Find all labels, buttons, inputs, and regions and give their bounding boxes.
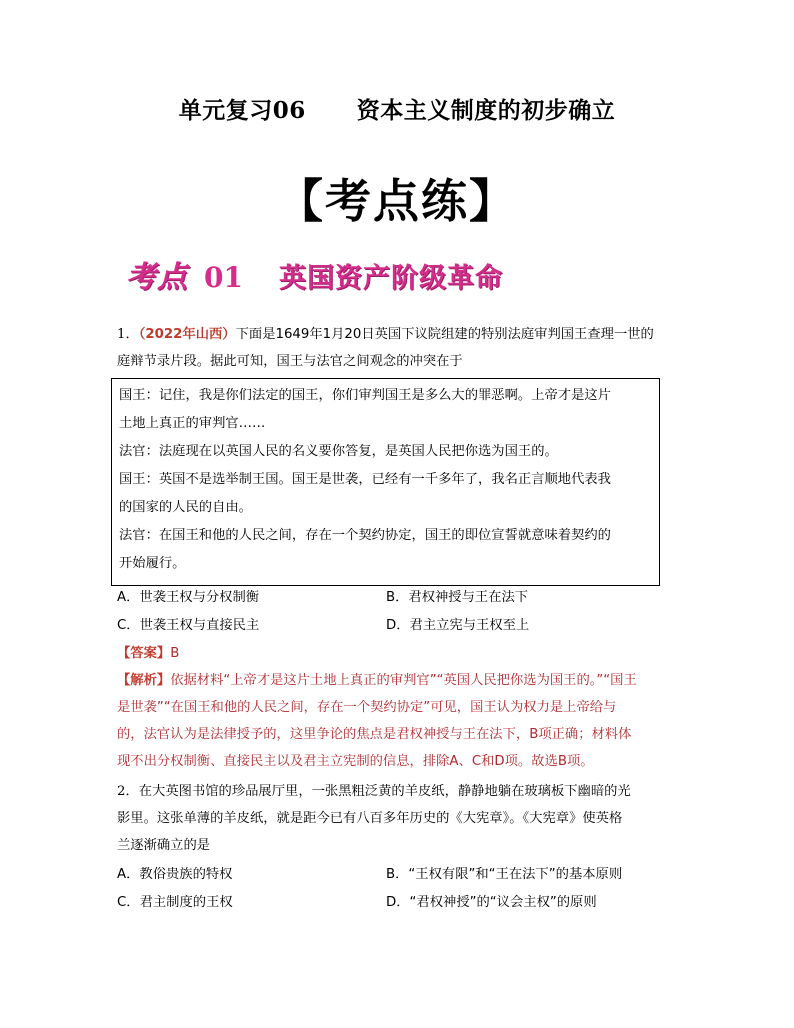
section-name: 英国资产阶级革命 [278,263,503,294]
q2-option-b: B．“王权有限”和“王在法下”的基本原则 [386,867,623,882]
q1-source: （2022年山西） [138,327,236,342]
material-line: 开始履行。 [119,556,186,571]
q1-stem-line-1 [117,326,654,344]
q2-option-d: D．“君权神授”的“议会主权”的原则 [386,895,597,910]
q2-number: 2． [117,784,139,799]
q1-answer [117,645,179,663]
material-line: 国王：英国不是选举制王国。国王是世袭，已经有一千多年了，我名正言顺地代表我 [119,472,611,487]
page-title: 单元复习06 资本主义制度的初步确立 [178,97,616,124]
q2-stem-line-3: 兰逐渐确立的是 [117,838,211,853]
q1-option-d: D．君主立宪与王权至上 [386,618,530,633]
q1-option-c: C．世袭王权与直接民主 [117,618,260,633]
analysis-text: 依据材料“上帝才是这片土地上真正的审判官”“英国人民把你选为国王的。”“国王 [170,673,637,688]
q2-option-a: A．教俗贵族的特权 [117,867,233,882]
material-line: 土地上真正的审判官…… [119,416,266,431]
answer-label: 【答案】 [117,646,171,661]
material-line: 法官：在国王和他的人民之间，存在一个契约协定，国王的即位宣誓就意味着契约的 [119,528,611,543]
q1-stem-text: 下面是1649年1月20日英国下议院组建的特别法庭审判国王查理一世的 [235,327,654,342]
analysis-label: 【解析】 [117,673,171,688]
q1-analysis-line-3: 的，法官认为是法律授予的，这里争论的焦点是君权神授与王在法下，B项正确；材料体 [117,727,632,742]
practice-banner: 【考点练】 [277,174,517,228]
section-number: 01 [204,261,243,294]
q2-option-c: C．君主制度的王权 [117,895,233,910]
q2-stem-line-1 [117,783,631,801]
material-line: 法官：法庭现在以英国人民的名义要你答复，是英国人民把你选为国王的。 [119,444,558,459]
q1-analysis-line-1 [117,672,637,690]
section-heading [126,252,503,296]
q2-stem-text: 在大英图书馆的珍品展厅里，一张黑粗泛黄的羊皮纸，静静地躺在玻璃板下幽暗的光 [138,784,631,799]
material-line: 国王：记住，我是你们法定的国王，你们审判国王是多么大的罪恶啊。上帝才是这片 [119,388,611,403]
section-tag: 考点 [126,260,188,295]
q1-analysis-line-2: 是世袭”“在国王和他的人民之间，存在一个契约协定”可见，国王认为权力是上帝给与 [117,700,617,715]
q1-number: 1． [117,327,139,342]
q1-stem-line-2: 庭辩节录片段。据此可知，国王与法官之间观念的冲突在于 [117,354,463,369]
q1-option-b: B．君权神授与王在法下 [386,590,529,605]
material-line: 的国家的人民的自由。 [119,500,252,515]
q1-material-box [111,378,660,586]
q1-analysis-line-4: 现不出分权制衡、直接民主以及君主立宪制的信息，排除A、C和D项。故选B项。 [117,754,594,769]
answer-value: B [170,646,180,661]
q1-option-a: A．世袭王权与分权制衡 [117,590,260,605]
q2-stem-line-2: 影里。这张单薄的羊皮纸，就是距今已有八百多年历史的《大宪章》。《大宪章》使英格 [117,811,623,826]
